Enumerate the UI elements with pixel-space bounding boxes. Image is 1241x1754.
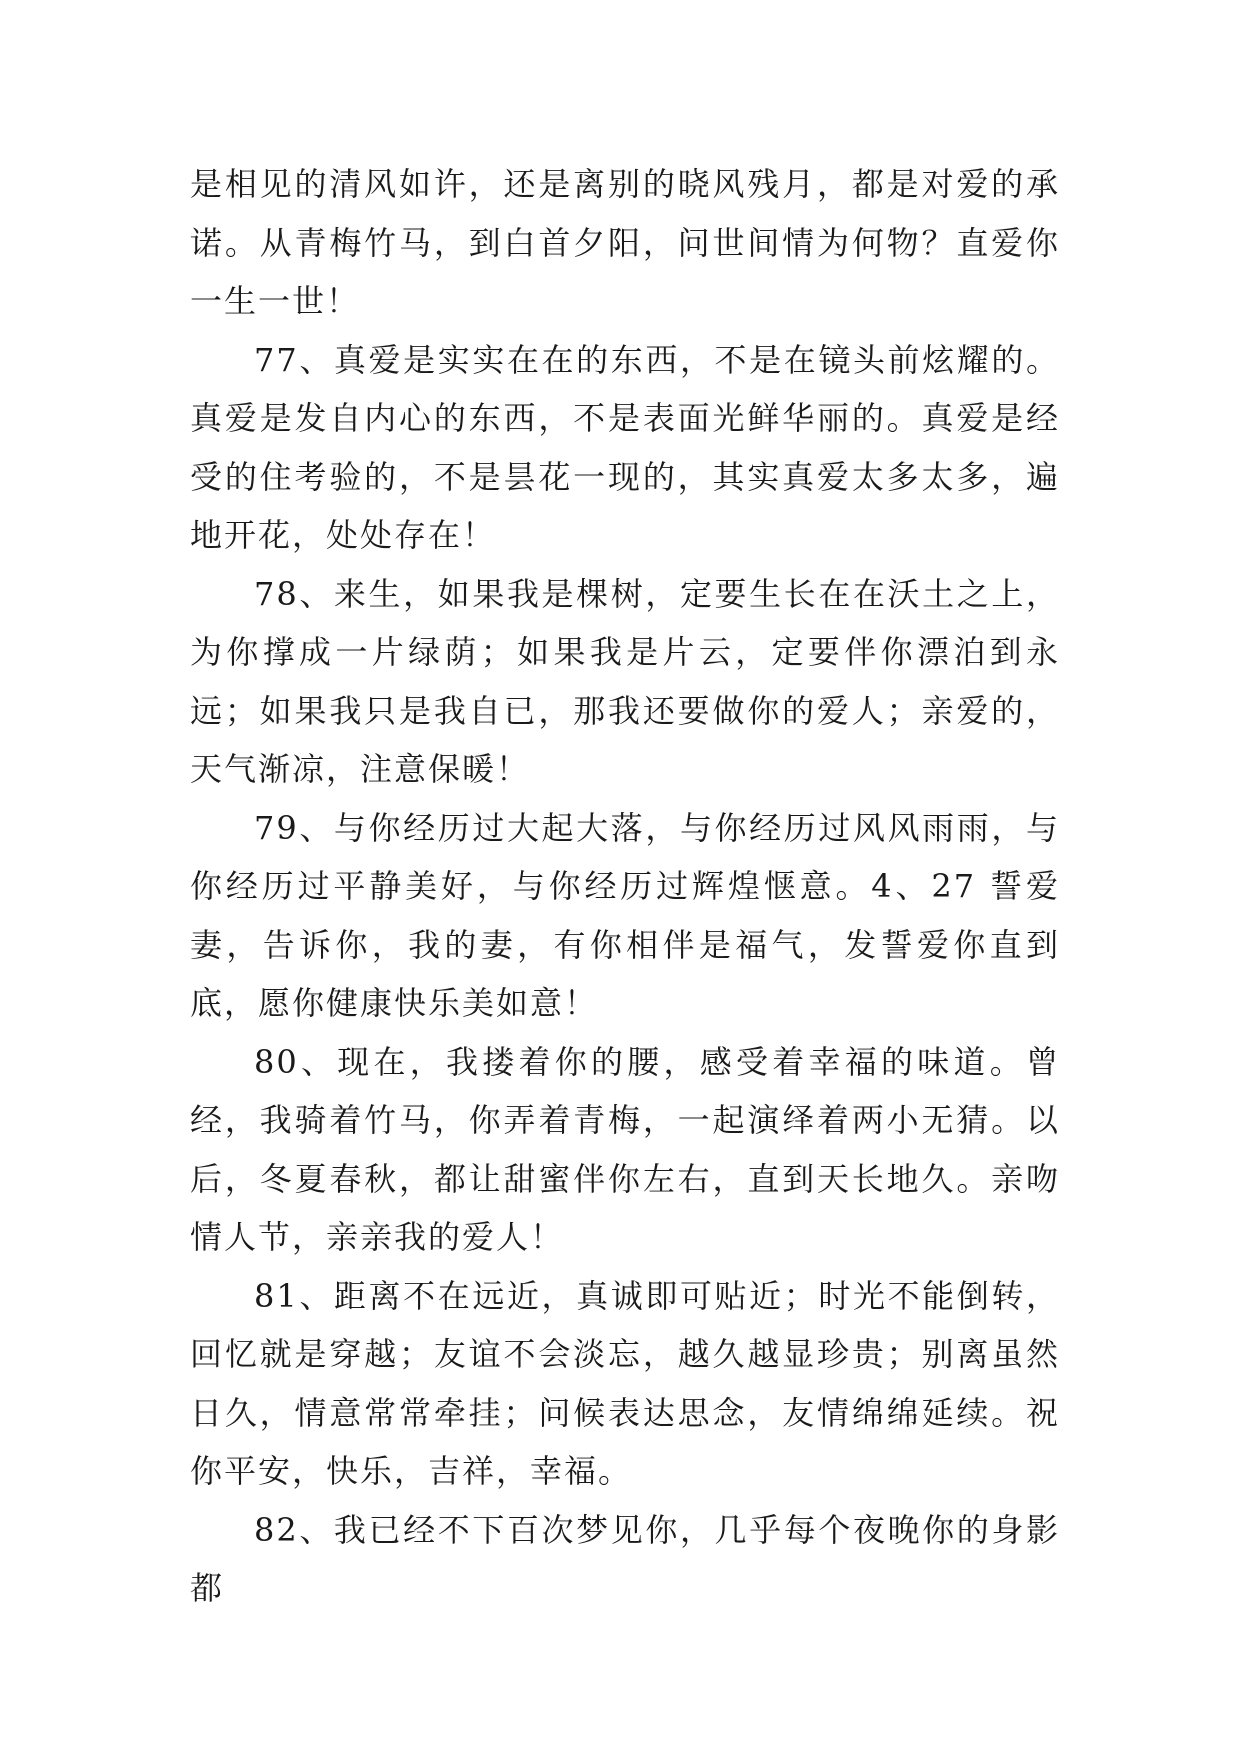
- paragraph-81: 81、距离不在远近，真诚即可贴近；时光不能倒转，回忆就是穿越；友谊不会淡忘，越久越显珍贵；别离虽然日久，情意常常牵挂；问候表达思念，友情绵绵延续。祝你平安，快乐，吉祥，幸福。: [190, 1276, 1060, 1490]
- paragraph-79: 79、与你经历过大起大落，与你经历过风风雨雨，与你经历过平静美好，与你经历过辉煌惬意。4、27 誓爱妻，告诉你，我的妻，有你相伴是福气，发誓爱你直到底，愿你健康快乐美如意！: [190, 808, 1060, 1022]
- paragraph-77: 77、真爱是实实在在的东西，不是在镜头前炫耀的。真爱是发自内心的东西，不是表面光鲜华丽的。真爱是经受的住考验的，不是昙花一现的，其实真爱太多太多，遍地开花，处处存在！: [190, 340, 1060, 554]
- document-body: [190, 155, 1060, 1618]
- paragraph-80: 80、现在，我搂着你的腰，感受着幸福的味道。曾经，我骑着竹马，你弄着青梅，一起演绎着两小无猜。以后，冬夏春秋，都让甜蜜伴你左右，直到天长地久。亲吻情人节，亲亲我的爱人！: [190, 1042, 1060, 1256]
- paragraph-78: 78、来生，如果我是棵树，定要生长在在沃土之上，为你撑成一片绿荫；如果我是片云，定要伴你漂泊到永远；如果我只是我自已，那我还要做你的爱人；亲爱的，天气渐凉，注意保暖！: [190, 574, 1060, 788]
- paragraph-82: 82、我已经不下百次梦见你，几乎每个夜晚你的身影都: [190, 1510, 1060, 1607]
- paragraph-continuation: 是相见的清风如许，还是离别的晓风残月，都是对爱的承诺。从青梅竹马，到白首夕阳，问世间情为何物？直爱你一生一世！: [190, 165, 1060, 320]
